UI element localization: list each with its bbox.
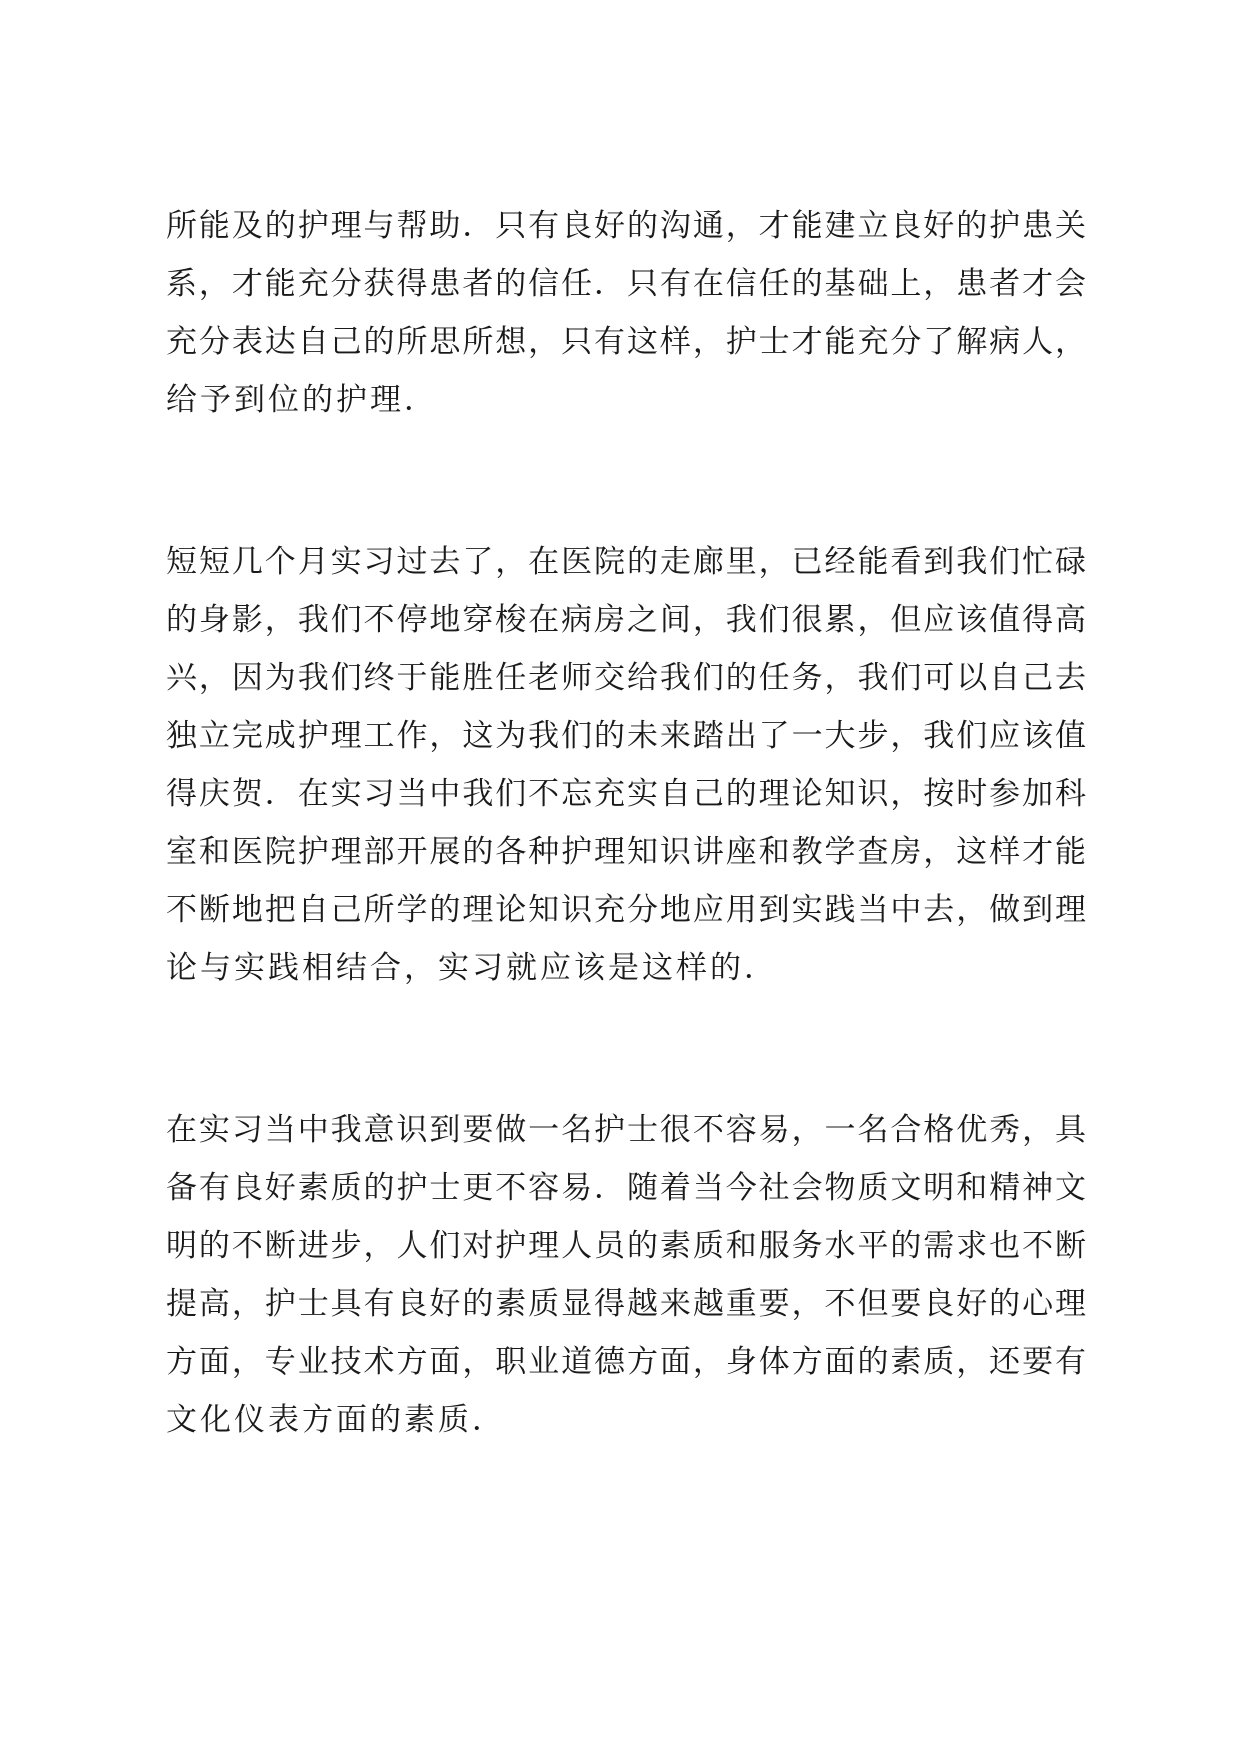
- text-line: 备有良好素质的护士更不容易．随着当今社会物质文明和精神文: [166, 1170, 1086, 1206]
- text-line: 明的不断进步，人们对护理人员的素质和服务水平的需求也不断: [166, 1228, 1086, 1264]
- text-line: 充分表达自己的所思所想，只有这样，护士才能充分了解病人，: [166, 324, 1086, 360]
- text-line: 所能及的护理与帮助．只有良好的沟通，才能建立良好的护患关: [166, 208, 1086, 244]
- text-line: 论与实践相结合，实习就应该是这样的．: [166, 950, 778, 986]
- text-line: 系，才能充分获得患者的信任．只有在信任的基础上，患者才会: [166, 266, 1086, 302]
- text-line: 在实习当中我意识到要做一名护士很不容易，一名合格优秀，具: [166, 1112, 1086, 1148]
- text-line: 独立完成护理工作，这为我们的未来踏出了一大步，我们应该值: [166, 718, 1086, 754]
- text-line: 文化仪表方面的素质．: [166, 1402, 506, 1438]
- text-line: 室和医院护理部开展的各种护理知识讲座和教学查房，这样才能: [166, 834, 1086, 870]
- text-line: 短短几个月实习过去了，在医院的走廊里，已经能看到我们忙碌: [166, 544, 1086, 580]
- text-line: 给予到位的护理．: [166, 382, 438, 418]
- text-line: 得庆贺．在实习当中我们不忘充实自己的理论知识，按时参加科: [166, 776, 1086, 812]
- text-line: 兴，因为我们终于能胜任老师交给我们的任务，我们可以自己去: [166, 660, 1086, 696]
- text-line: 的身影，我们不停地穿梭在病房之间，我们很累，但应该值得高: [166, 602, 1086, 638]
- text-line: 不断地把自己所学的理论知识充分地应用到实践当中去，做到理: [166, 892, 1086, 928]
- text-line: 方面，专业技术方面，职业道德方面，身体方面的素质，还要有: [166, 1344, 1086, 1380]
- text-line: 提高，护士具有良好的素质显得越来越重要，不但要良好的心理: [166, 1286, 1086, 1322]
- document-page: [166, 0, 1086, 1754]
